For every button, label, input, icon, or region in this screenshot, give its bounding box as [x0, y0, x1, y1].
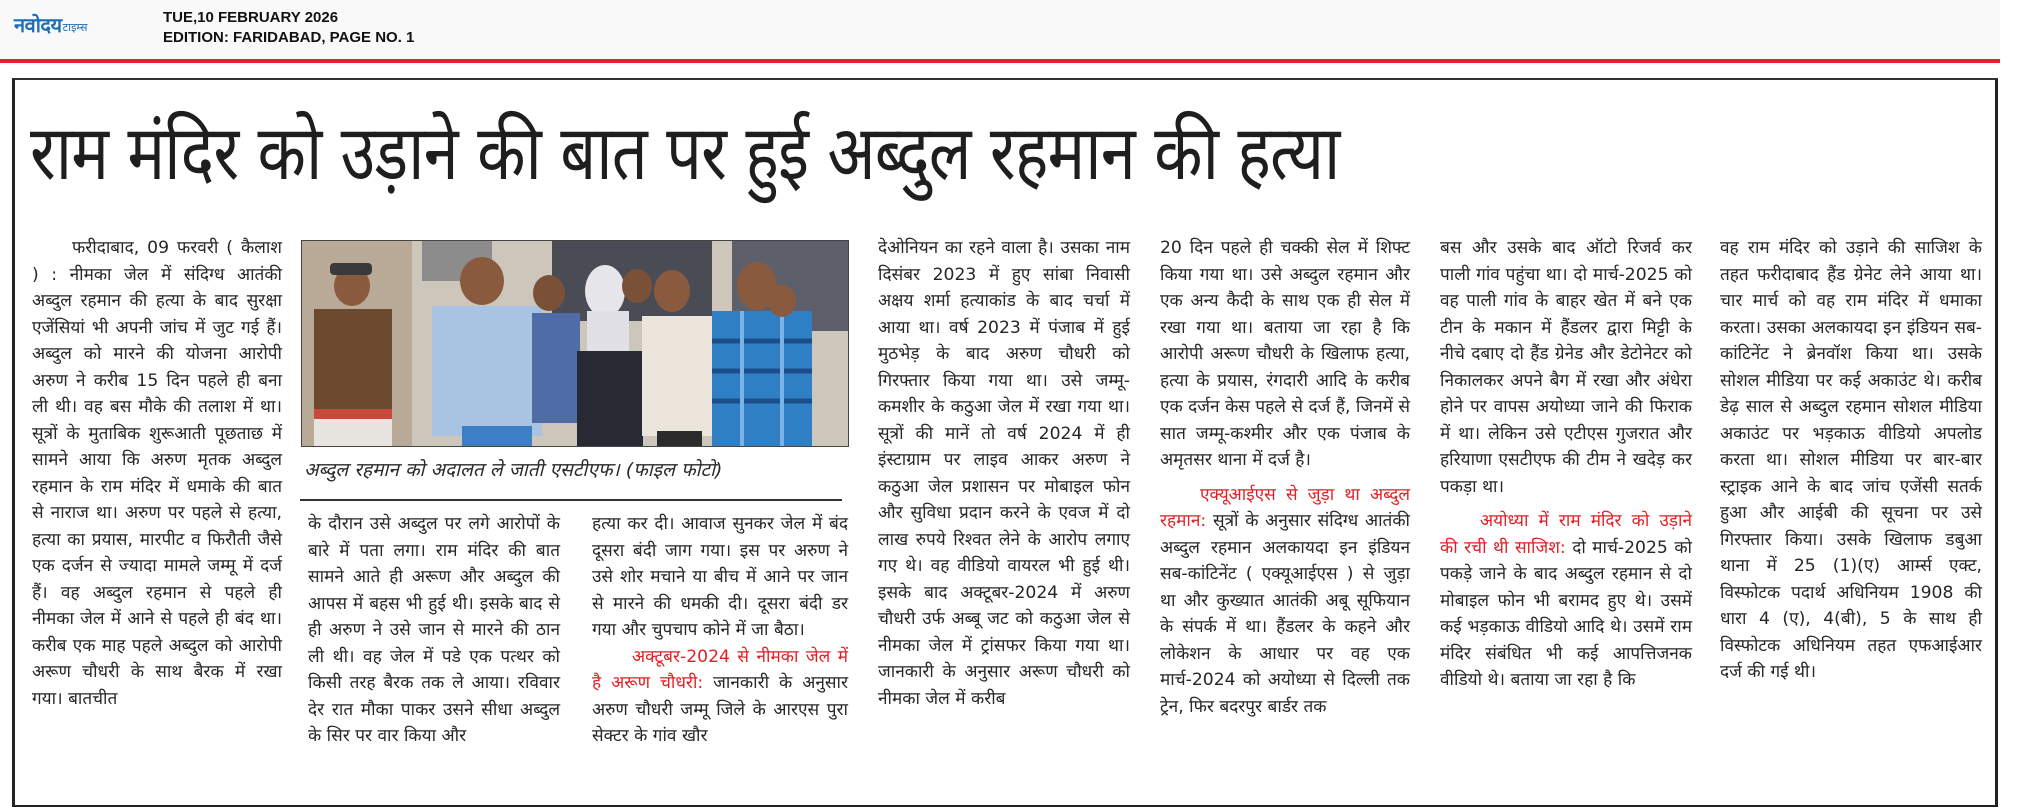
column-paragraph: के दौरान उसे अब्दुल पर लगे आरोपों के बारे में पता लगा। राम मंदिर की बात सामने आते ही अरूण और अब्दुल की आपस में बहस भी हुई थी। इसके बाद से ही अरुण ने उसे जान से मारने की ठान ली थी। वह जेल में पडे एक पत्थर को किसी तरह बैरक तक ले आया। रविवार देर रात मौका पाकर उसने सीधा अब्दुल के सिर पर वार किया और — [308, 514, 560, 746]
article-column-3 — [592, 511, 848, 750]
news-photo[interactable] — [301, 240, 849, 447]
article-headline: राम मंदिर को उड़ाने की बात पर हुई अब्दुल रहमान की हत्या — [30, 108, 1340, 197]
photo-caption: अब्दुल रहमान को अदालत ले जाती एसटीएफ। (फाइल फोटो) — [304, 459, 723, 481]
column-paragraph: फरीदाबाद, 09 फरवरी ( कैलाश ) : नीमका जेल में संदिग्ध आतंकी अब्दुल रहमान की हत्या के बाद सुरक्षा एजेंसियां भी अपनी जांच में जुट गई हैं। अब्दुल को मारने की योजना आरोपी अरुण ने करीब 15 दिन पहले ही बना ली थी। वह बस मौके की तलाश में था। सूत्रों के मुताबिक शुरूआती पूछताछ में सामने आया कि अरुण मृतक अब्दुल रहमान के राम मंदिर में धमाके की बात से नाराज था। अरुण पर पहले से हत्या, हत्या का प्रयास, मारपीट व फिरौती जैसे एक दर्जन से ज्यादा मामले जम्मू में दर्ज हैं। वह अब्दुल रहमान से पहले ही नीमका जेल में आने से पहले ही बंद था। करीब एक माह पहले अब्दुल को आरोपी अरूण चौधरी के साथ बैरक में रखा गया। बातचीत — [32, 238, 282, 709]
column-paragraph — [1160, 482, 1410, 721]
column-paragraph — [592, 644, 848, 750]
section-subhead: एक्यूआईएस से जुड़ा था अब्दुल रहमान: — [1160, 484, 1410, 531]
section-subhead: अक्टूबर-2024 से नीमका जेल में है अरूण चौधरी: — [592, 646, 848, 693]
edition-date: TUE,10 FEBRUARY 2026 — [163, 9, 339, 26]
caption-divider — [300, 499, 842, 501]
column-paragraph: देओनियन का रहने वाला है। उसका नाम दिसंबर 2023 में हुए सांबा निवासी अक्षय शर्मा हत्याकांड के बाद चर्चा में आया था। वर्ष 2023 में पंजाब में हुई मुठभेड़ के बाद अरुण चौधरी को गिरफ्तार किया गया था। उसे जम्मू-कमशीर के कठुआ जेल में रखा गया था। सूत्रों की मानें तो वर्ष 2024 में ही इंस्टाग्राम पर लाइव आकर अरुण ने कठुआ जेल प्रशासन पर मोबाइल फोन और सुविधा प्रदान करने के एवज में दो लाख रुपये रिश्वत लेने के आरोप लगाए गए थे। वह वीडियो वायरल भी हुई थी। इसके बाद अक्टूबर-2024 में अरुण चौधरी उर्फ अब्बू जट को कठुआ जेल से नीमका जेल में ट्रांसफर किया गया था। जानकारी के अनुसार अरूण चौधरी को नीमका जेल में करीब — [878, 238, 1130, 709]
subhead-body: दो मार्च-2025 को पकड़े जाने के बाद अब्दुल रहमान से दो मोबाइल फोन भी बरामद हुए थे। उसमें कई भड़काऊ वीडियो आदि थे। उसमें राम मंदिर संबंधित भी कई आपत्तिजनक वीडियो थे। बताया जा रहा है कि — [1440, 537, 1692, 690]
article-column-1 — [32, 235, 282, 712]
section-subhead: अयोध्या में राम मंदिर को उड़ाने की रची थी साजिश: — [1440, 511, 1692, 558]
masthead-gap — [2000, 0, 2035, 59]
news-photo-icon — [302, 241, 849, 447]
column-paragraph: 20 दिन पहले ही चक्की सेल में शिफ्ट किया गया था। उसे अब्दुल रहमान और एक अन्य कैदी के साथ एक ही सेल में रखा गया था। बताया जा रहा है कि आरोपी अरूण चौधरी के खिलाफ हत्या, हत्या के प्रयास, रंगदारी आदि के करीब एक दर्जन केस पहले से दर्ज हैं, जिनमें से सात जम्मू-कश्मीर और एक पंजाब के अमृतसर थाना में दर्ज है। — [1160, 238, 1410, 470]
edition-info — [163, 8, 414, 48]
article-column-4 — [878, 235, 1130, 712]
logo-subtitle: टाइम्स — [62, 21, 88, 34]
logo-wordmark: नवोदय — [14, 13, 62, 37]
subhead-body: सूत्रों के अनुसार संदिग्ध आतंकी अब्दुल रहमान अलकायदा इन इंडियन सब-कांटिनेंट ( एक्यूआईएस ) से जुड़ा था और कुख्यात आतंकी अबू सूफियान के संपर्क में था। हैंडलर के कहने और लोकेशन के आधार पर वह एक मार्च-2024 को अयोध्या से दिल्ली तक ट्रेन, फिर बदरपुर बार्डर तक — [1160, 511, 1410, 717]
newspaper-logo[interactable] — [14, 12, 87, 36]
edition-page: EDITION: FARIDABAD, PAGE NO. 1 — [163, 29, 415, 46]
column-paragraph: वह राम मंदिर को उड़ाने की साजिश के तहत फरीदाबाद हैंड ग्रेनेट लेने आया था। चार मार्च को वह राम मंदिर में धमाका करता। उसका अलकायदा इन इंडियन सब-कांटिनेंट ने ब्रेनवॉश किया था। उसके सोशल मीडिया पर कई अकाउंट थे। करीब डेढ़ साल से अब्दुल रहमान सोशल मीडिया अकाउंट पर भड़काऊ वीडियो अपलोड करता था। सोशल मीडिया पर बार-बार स्ट्राइक आने के बाद जांच एजेंसी सतर्क हुआ और आईबी की सूचना पर उसे गिरफ्तार किया। उसके खिलाफ डबुआ थाना में 25 (1)(ए) आर्म्स एक्ट, विस्फोटक पदार्थ अधिनियम 1908 की धारा 4 (ए), 4(बी), 5 के साथ ही विस्फोटक अधिनियम तहत एफआईआर दर्ज की गई थी। — [1720, 238, 1982, 682]
masthead-divider — [0, 59, 2000, 63]
column-paragraph: बस और उसके बाद ऑटो रिजर्व कर पाली गांव पहुंचा था। दो मार्च-2025 को वह पाली गांव के बाहर खेत में बने एक टीन के मकान में हैंडलर द्वारा मिट्टी के नीचे दबाए दो हैंड ग्रेनेड और डेटोनेटर को निकालकर अपने बैग में रखा और अंधेरा होने पर वापस अयोध्या जाने की फिराक में था। लेकिन उसे एटीएस गुजरात और हरियाणा एसटीएफ की टीम ने खदेड़ कर पकड़ा था। — [1440, 238, 1692, 497]
article-column-2 — [308, 511, 560, 750]
article-column-7 — [1720, 235, 1982, 686]
subhead-body: जानकारी के अनुसार अरुण चौधरी जम्मू जिले के आरएस पुरा सेक्टर के गांव खौर — [592, 673, 848, 746]
article-column-5 — [1160, 235, 1410, 720]
column-paragraph: हत्या कर दी। आवाज सुनकर जेल में बंद दूसरा बंदी जाग गया। इस पर अरुण ने उसे शोर मचाने या बीच में आने पर जान से मारने की धमकी दी। दूसरा बंदी डर गया और चुपचाप कोने में जा बैठा। — [592, 514, 848, 640]
article-column-6 — [1440, 235, 1692, 694]
column-paragraph — [1440, 508, 1692, 694]
